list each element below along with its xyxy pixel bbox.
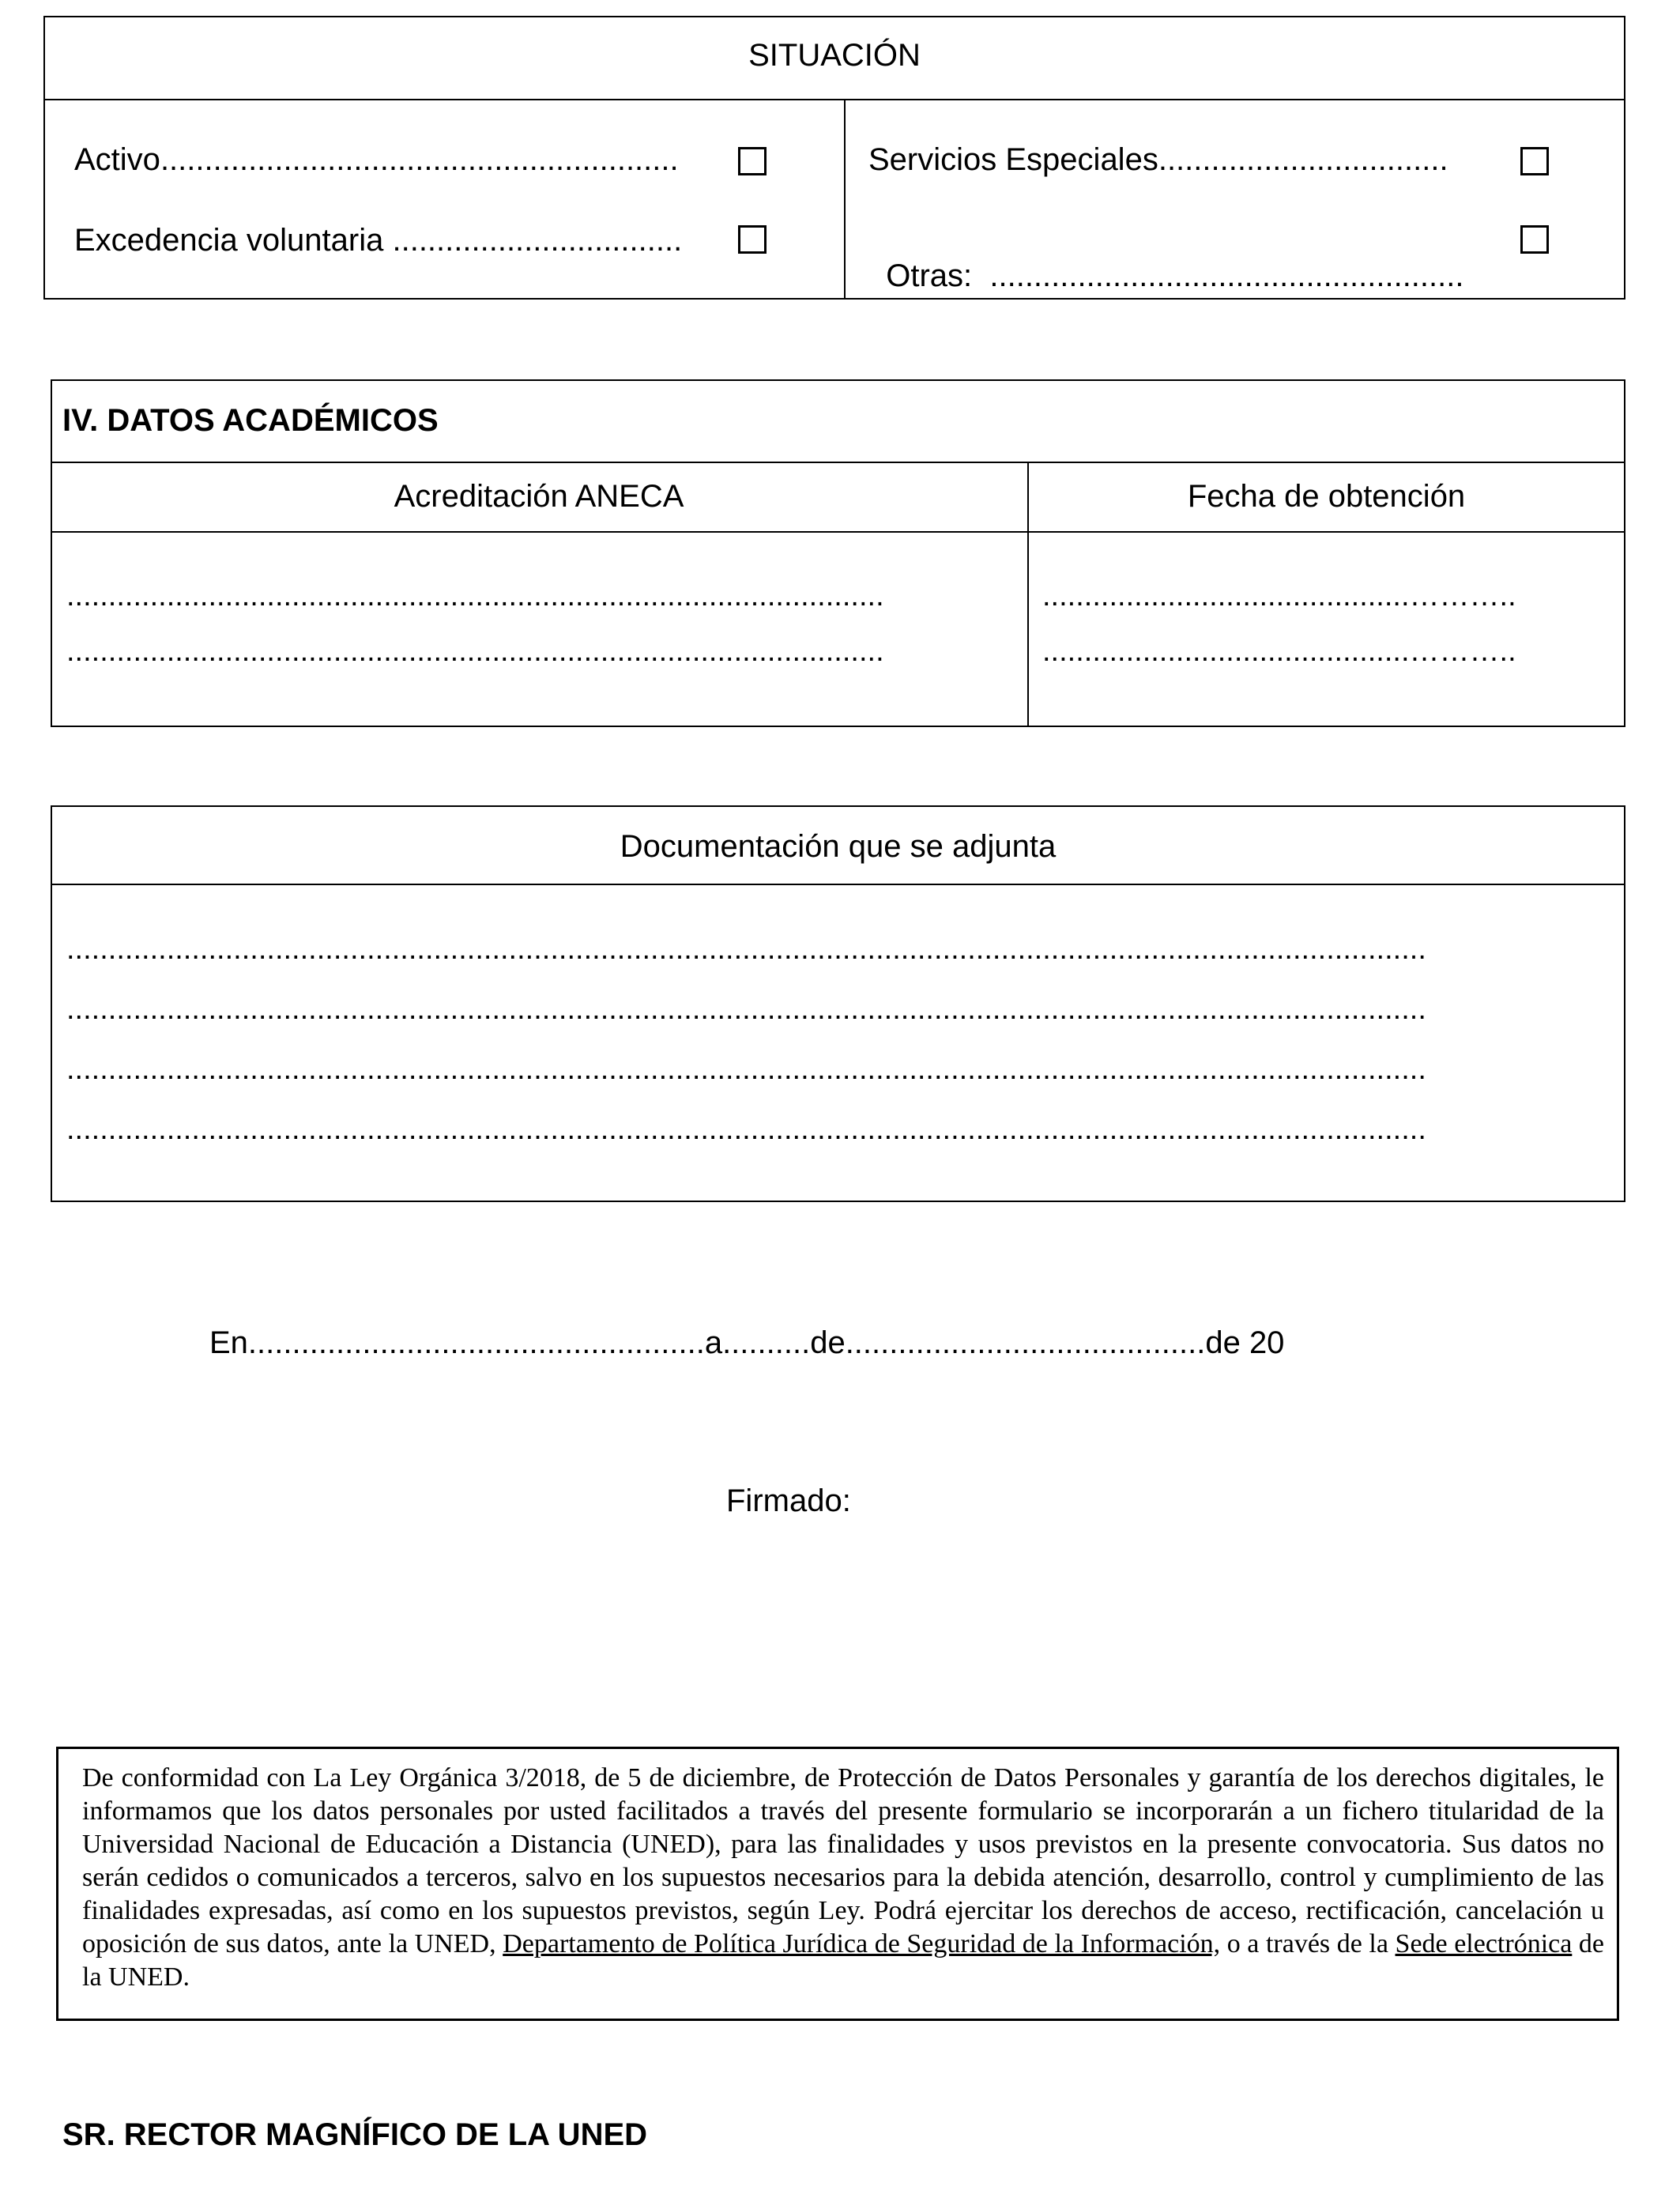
documentacion-header-divider: [51, 884, 1625, 885]
situacion-header-divider: [43, 99, 1625, 100]
academicos-header-divider: [51, 531, 1625, 533]
otras-dots: ......................................................: [972, 258, 1464, 293]
acreditacion-line-2[interactable]: ..................................................................................................: [66, 635, 884, 668]
documentacion-line-3[interactable]: ...................................................................................................................................................................: [66, 1053, 1426, 1086]
legal-text-before: De conformidad con La Ley Orgánica 3/2018, de 5 de diciembre, de Protección de Datos Personales y garantía de los derechos digitales, le informamos que los datos personales por usted facilitados a través del presente formulario se incorporarán a un fichero titularidad de la Universidad Nacional de Educación a Distancia (UNED), para las finalidades y usos previstos en la presente convocatoria. Sus datos no serán cedidos o comunicados a terceros, salvo en los supuestos necesarios para la debida atención, desarrollo, control y cumplimiento de las finalidades expresadas, así como en los supuestos previstos, según Ley. Podrá ejercitar los derechos de acceso, rectificación, cancelación u oposición de sus datos, ante la UNED,: [82, 1763, 1604, 1958]
servicios-especiales-label: [868, 142, 1510, 178]
documentacion-title: Documentación que se adjunta: [620, 829, 1057, 864]
servicios-especiales-text: Servicios Especiales: [868, 142, 1158, 177]
acreditacion-aneca-header: Acreditación ANECA: [394, 479, 684, 514]
documentacion-line-2[interactable]: ...................................................................................................................................................................: [66, 993, 1426, 1026]
addressee: SR. RECTOR MAGNÍFICO DE LA UNED: [62, 2117, 648, 2152]
lugar-fecha-line[interactable]: En....................................................a..........de.........................................de 20: [209, 1325, 1285, 1360]
legal-text-after: de la UNED.: [82, 1929, 1604, 1992]
activo-label: [74, 142, 734, 178]
servicios-especiales-checkbox[interactable]: [1520, 147, 1549, 175]
otras-checkbox[interactable]: [1520, 225, 1549, 254]
fecha-obtencion-line-2[interactable]: ............................................………..: [1042, 635, 1516, 668]
excedencia-dots: .................................: [383, 223, 683, 258]
excedencia-label: [74, 223, 734, 258]
datos-academicos-title: IV. DATOS ACADÉMICOS: [62, 403, 439, 438]
sede-electronica-link[interactable]: Sede electrónica: [1395, 1929, 1573, 1958]
excedencia-checkbox[interactable]: [738, 225, 767, 254]
excedencia-text: Excedencia voluntaria: [74, 223, 384, 258]
situacion-column-divider: [844, 99, 846, 300]
academicos-title-divider: [51, 462, 1625, 463]
otras-label: [868, 223, 1510, 294]
acreditacion-line-1[interactable]: ..................................................................................................: [66, 579, 884, 613]
documentacion-line-1[interactable]: ...................................................................................................................................................................: [66, 933, 1426, 966]
proteccion-datos-text: [82, 1762, 1604, 1994]
servicios-especiales-dots: .................................: [1158, 142, 1448, 177]
activo-checkbox[interactable]: [738, 147, 767, 175]
politica-juridica-link[interactable]: Departamento de Política Jurídica de Seguridad de la Información,: [503, 1929, 1221, 1958]
situacion-title: SITUACIÓN: [748, 38, 921, 73]
activo-text: Activo: [74, 142, 160, 177]
fecha-obtencion-line-1[interactable]: ............................................………..: [1042, 579, 1516, 613]
otras-text: Otras:: [886, 258, 973, 293]
documentacion-line-4[interactable]: ...................................................................................................................................................................: [66, 1113, 1426, 1146]
activo-dots: ...........................................................: [160, 142, 679, 177]
fecha-obtencion-header: Fecha de obtención: [1187, 479, 1466, 514]
legal-text-middle: o a través de la: [1220, 1929, 1396, 1958]
firmado-label: Firmado:: [726, 1483, 851, 1518]
